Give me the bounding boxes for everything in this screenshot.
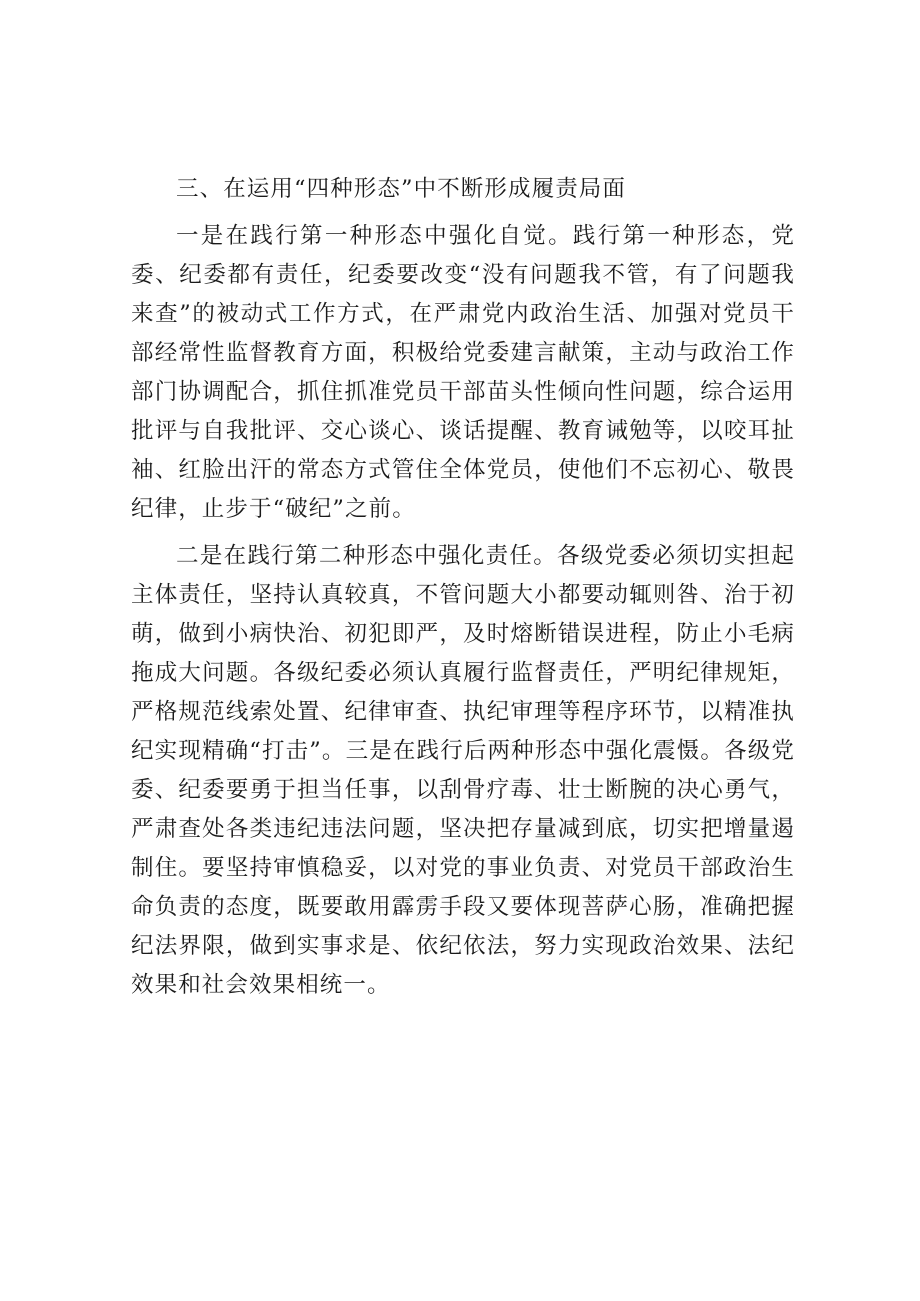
paragraph-1: 一是在践行第一种形态中强化自觉。践行第一种形态，党委、纪委都有责任，纪委要改变“没有问题我不管，有了问题我来查”的被动式工作方式，在严肃党内政治生活、加强对党员干部经常性监督教育方面，积极给党委建言献策，主动与政治工作部门协调配合，抓住抓准党员干部苗头性倾向性问题，综合运用批评与自我批评、交心谈心、谈话提醒、教育诫勉等，以咬耳扯袖、红脸出汗的常态方式管住全体党员，使他们不忘初心、敬畏纪律，止步于“破纪”之前。	[131, 223, 795, 522]
paragraph-2: 二是在践行第二种形态中强化责任。各级党委必须切实担起主体责任，坚持认真较真，不管问题大小都要动辄则咎、治于初萌，做到小病快治、初犯即严，及时熔断错误进程，防止小毛病拖成大问题。各级纪委必须认真履行监督责任，严明纪律规矩，严格规范线索处置、纪律审查、执纪审理等程序环节，以精准执纪实现精确“打击”。三是在践行后两种形态中强化震慑。各级党委、纪委要勇于担当任事，以刮骨疗毒、壮士断腕的决心勇气，严肃查处各类违纪违法问题，坚决把存量减到底，切实把增量遏制住。要坚持审慎稳妥，以对党的事业负责、对党员干部政治生命负责的态度，既要敢用霹雳手段又要体现菩萨心肠，准确把握纪法界限，做到实事求是、依纪依法，努力实现政治效果、法纪效果和社会效果相统一。	[131, 543, 795, 998]
section-heading: 三、在运用“四种形态”中不断形成履责局面	[176, 176, 627, 202]
document-body	[131, 170, 795, 1013]
